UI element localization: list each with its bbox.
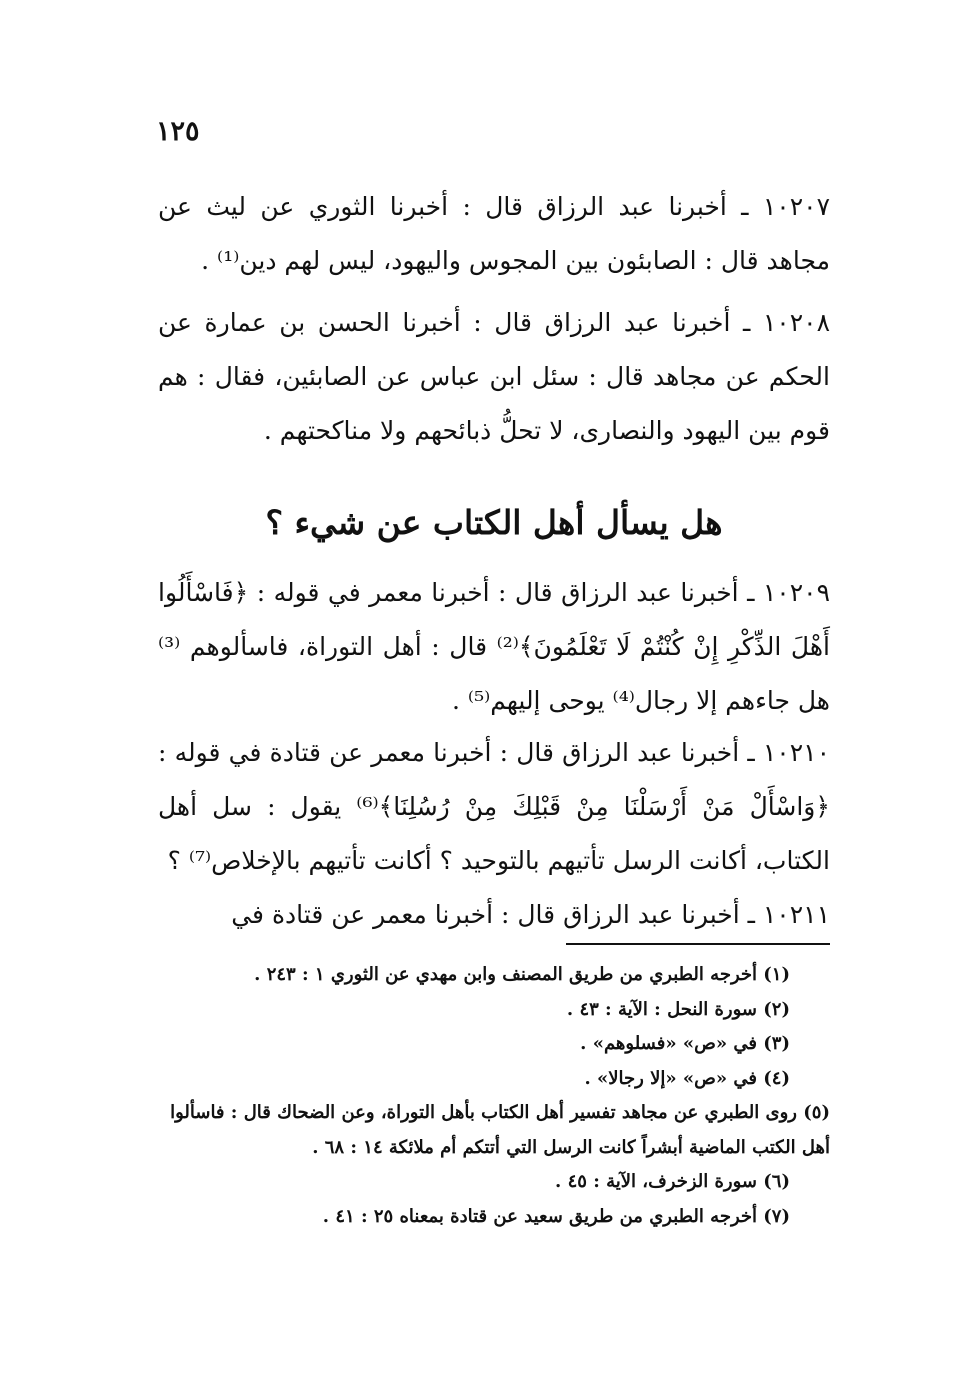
paragraph-text: ١٠٢١٠ ـ أخبرنا عبد الرزاق قال : أخبرنا معمر عن قتادة في قوله : ﴿وَاسْأَلْ مَنْ أَرْسَلْنَا مِنْ قَبْلِكَ مِنْ رُسُلِنَا﴾⁽⁶⁾ يقول : سل أهل الكتاب، أكانت الرسل تأتيهم بالتوحيد ؟ أكانت تأتيهم بالإخلاص⁽⁷⁾ ؟	[158, 738, 830, 875]
paragraph-text: ١٠٢١١ ـ أخبرنا عبد الرزاق قال : أخبرنا معمر عن قتادة في	[231, 900, 830, 929]
footnotes	[158, 958, 830, 1234]
page-number: ١٢٥	[156, 116, 200, 147]
paragraph-10209	[158, 566, 830, 728]
footnote-2: (٢) سورة النحل : الآية : ٤٣ .	[566, 998, 790, 1020]
section-heading: هل يسأل أهل الكتاب عن شيء ؟	[265, 503, 723, 542]
paragraph-text: ١٠٢٠٩ ـ أخبرنا عبد الرزاق قال : أخبرنا معمر في قوله : ﴿فَاسْأَلُوا أَهْلَ الذِّكْرِ إِنْ كُنْتُمْ لَا تَعْلَمُونَ﴾⁽²⁾ قال : أهل التوراة، فاسألوهم ⁽³⁾ هل جاءهم إلا رجال⁽⁴⁾ يوحى إليهم⁽⁵⁾ .	[158, 578, 830, 715]
footnote-4: (٤) في «ص» «إلا رجالا» .	[584, 1067, 790, 1089]
footnote-7: (٧) أخرجه الطبري من طريق سعيد عن قتادة بمعناه ٢٥ : ٤١ .	[322, 1205, 790, 1227]
paragraph-10208	[158, 296, 830, 458]
footnote-1: (١) أخرجه الطبري من طريق المصنف وابن مهدي عن الثوري ١ : ٢٤٣ .	[254, 964, 790, 985]
paragraph-10210	[158, 726, 830, 888]
paragraph-text: ١٠٢٠٨ ـ أخبرنا عبد الرزاق قال : أخبرنا الحسن بن عمارة عن الحكم عن مجاهد قال : سئل ابن عباس عن الصابئين، فقال : هم قوم بين اليهود والنصارى، لا تحلُّ ذبائحهم ولا مناكحتهم .	[158, 308, 830, 445]
footnote-6: (٦) سورة الزخرف، الآية : ٤٥ .	[555, 1171, 790, 1192]
paragraph-10211	[158, 888, 830, 942]
footnote-3: (٣) في «ص» «فسلوهم» .	[580, 1033, 790, 1054]
footnote-5: (٥) روى الطبري عن مجاهد تفسير أهل الكتاب بأهل التوراة، وعن الضحاك قال : فاسألوا أهل الكتب الماضية أبشراً كانت الرسل التي أتتكم أم ملائكة ١٤ : ٦٨ .	[170, 1102, 830, 1158]
footnote-divider	[566, 943, 830, 945]
paragraph-10207	[158, 180, 830, 288]
paragraph-text: ١٠٢٠٧ ـ أخبرنا عبد الرزاق قال : أخبرنا الثوري عن ليث عن مجاهد قال : الصابئون بين المجوس واليهود، ليس لهم دين⁽¹⁾ .	[158, 192, 830, 275]
